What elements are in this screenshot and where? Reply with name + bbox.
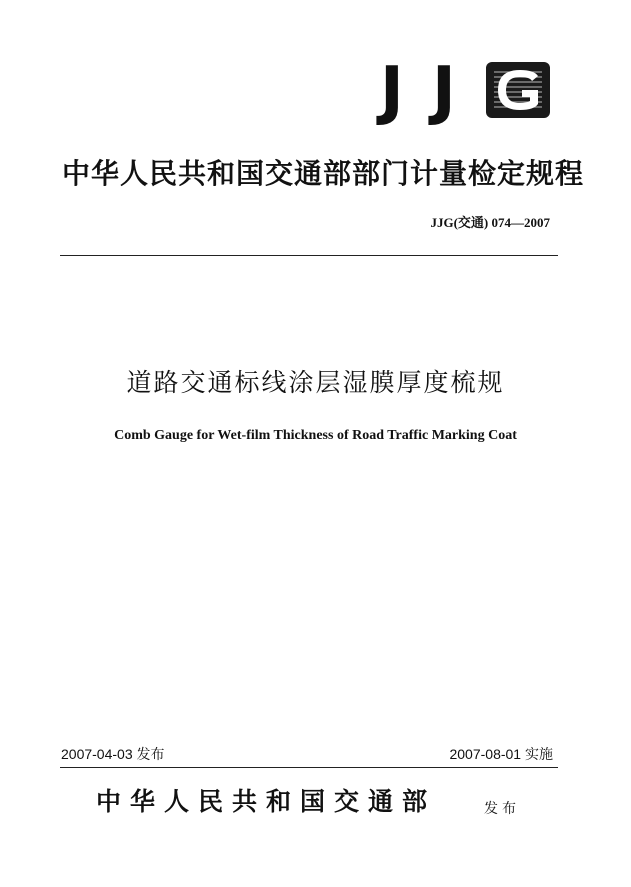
standard-code: JJG(交通) 074—2007 <box>430 215 550 230</box>
document-title-en: Comb Gauge for Wet-film Thickness of Road Traffic Marking Coat <box>114 428 517 443</box>
regulation-category-title: 中华人民共和国交通部部门计量检定规程 <box>62 157 585 190</box>
publish-label: 发布 <box>484 801 520 817</box>
logo-g-box <box>486 62 550 118</box>
logo-g-icon <box>486 62 550 118</box>
top-divider <box>60 255 558 256</box>
jjg-logo <box>380 54 552 128</box>
implementation-date: 2007-08-01 实施 <box>449 746 553 762</box>
publisher-name: 中华人民共和国交通部 <box>96 787 437 816</box>
issue-date: 2007-04-03 发布 <box>61 746 165 762</box>
logo-letter-j1: J <box>380 54 404 128</box>
bottom-divider <box>60 767 558 768</box>
logo-letter-j2: J <box>432 54 456 128</box>
document-title-zh: 道路交通标线涂层湿膜厚度梳规 <box>126 368 505 397</box>
